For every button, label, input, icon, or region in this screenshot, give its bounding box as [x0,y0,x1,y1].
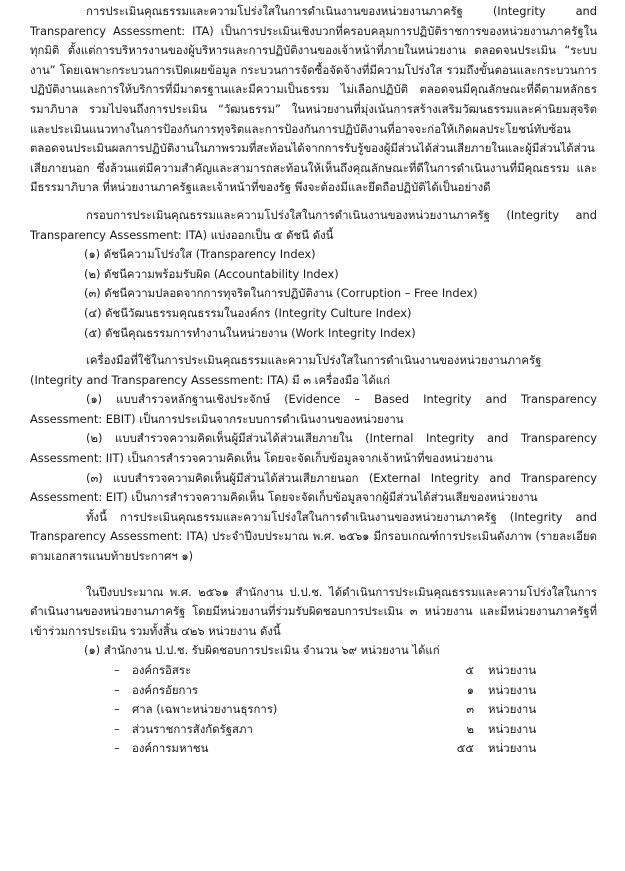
index-item: (๑) ดัชนีความโปร่งใส (Transparency Index) [84,247,316,262]
framework-intro: กรอบการประเมินคุณธรรมและความโปร่งใสในการดำเนินงานของหน่วยงานภาครัฐ (Integrity and Transparency Assessment: ITA) แบ่งออกเป็น ๕ ดัชนี ดังนี้ [30,207,597,242]
dash-bullet: – [114,721,120,736]
agency-count-list [30,661,597,759]
agency-unit: หน่วยงาน [488,702,537,717]
agency-type: องค์กรอัยการ [132,682,198,697]
agency-count-row [30,700,597,720]
dash-bullet: – [114,702,120,717]
agency-count-row [30,681,597,701]
tools-intro: เครื่องมือที่ใช้ในการประเมินคุณธรรมและความโปร่งใสในการดำเนินงานของหน่วยงานภาครัฐ (Integrity and Transparency Assessment: ITA) มี ๓ เครื่องมือ ได้แก่ [30,353,542,387]
index-list [30,245,597,343]
agency-count-row [30,661,597,681]
index-item: (๕) ดัชนีคุณธรรมการทำงานในหน่วยงาน (Work Integrity Index) [84,325,416,340]
agency-type: ศาล (เฉพาะหน่วยงานธุรการ) [132,702,278,717]
agency-count: ๒ [466,721,474,736]
agency-count-row [30,720,597,740]
agency-count: ๑ [466,682,474,697]
tool-item: (๑) แบบสำรวจหลักฐานเชิงประจักษ์ (Evidence – Based Integrity and Transparency Assessment: EBIT) เป็นการประเมินจากระบบการดำเนินงานของหน่วยงาน [30,392,597,426]
agency-count-row [30,739,597,759]
agency-type: องค์กรอิสระ [132,663,192,677]
agency-type: ส่วนราชการสังกัดรัฐสภา [132,721,253,736]
dash-bullet: – [114,682,120,697]
agency-type: องค์การมหาชน [132,741,209,756]
summary-paragraph: ทั้งนี้ การประเมินคุณธรรมและความโปร่งใสในการดำเนินงานของหน่วยงานภาครัฐ (Integrity and Transparency Assessment: ITA) ประจำปีงบประมาณ พ.ศ. ๒๕๖๑ มีกรอบเกณฑ์การประเมินดังภาพ (รายละเอียดตามเอกสารแนบท้ายประกาศฯ ๑) [30,509,597,564]
agency-unit: หน่วยงาน [488,721,537,736]
nacc-heading: (๑) สำนักงาน ป.ป.ช. รับผิดชอบการประเมิน จำนวน ๖๙ หน่วยงาน ได้แก่ [84,643,440,658]
agency-count: ๕๕ [456,741,474,756]
index-item: (๓) ดัชนีความปลอดจากการทุจริตในการปฏิบัติงาน (Corruption – Free Index) [84,286,478,301]
fiscal-paragraph: ในปีงบประมาณ พ.ศ. ๒๕๖๑ สำนักงาน ป.ป.ช. ได้ดำเนินการประเมินคุณธรรมและความโปร่งใสในการดำเนินงานของหน่วยงานภาครัฐ โดยมีหน่วยงานที่ร่วมรับผิดชอบการประเมิน ๓ หน่วยงาน และมีหน่วยงานภาครัฐที่เข้าร่วมการประเมิน รวมทั้งสิ้น ๔๒๖ หน่วยงาน ดังนี้ [30,584,597,638]
agency-unit: หน่วยงาน [488,741,537,756]
agency-unit: หน่วยงาน [488,663,537,677]
intro-paragraph: การประเมินคุณธรรมและความโปร่งใสในการดำเนินงานของหน่วยงานภาครัฐ (Integrity and Transparency Assessment: ITA) เป็นการประเมินเชิงบวกที่ครอบคลุมการปฏิบัติราชการของหน่วยงานภาครัฐในทุกมิติ ตั้งแต่การบริหารงานของผู้บริหารและการปฏิบัติงานของเจ้าหน้าที่ภายในหน่วยงาน ตลอดจนประเมิน “ระบบงาน” โดยเฉพาะกระบวนการเปิดเผยข้อมูล กระบวนการจัดซื้อจัดจ้างที่มีความโปร่งใส รวมถึงขั้นตอนและกระบวนการปฏิบัติงานและการให้บริการที่มีมาตรฐานและมีความเป็นธรรม ไม่เลือกปฏิบัติ ตลอดจนมีคุณลักษณะที่ดีตามหลักธรรมาภิบาล รวมไปจนถึงการประเมิน “วัฒนธรรม” ในหน่วยงานที่มุ่งเน้นการสร้างเสริมวัฒนธรรมและค่านิยมสุจริต และประเมินแนวทางในการป้องกันการทุจริตและการป้องกันการปฏิบัติงานที่อาจจะก่อให้เกิดผลประโยชน์ทับซ้อน ตลอดจนประเมินผลการปฏิบัติงานในภาพรวมที่สะท้อนได้จากการรับรู้ของผู้มีส่วนได้ส่วนเสียภายในและผู้มีส่วนได้ส่วนเสียภายนอก ซึ่งล้วนแต่มีความสำคัญและสามารถสะท้อนให้เห็นถึงคุณลักษณะที่ดีในการดำเนินงานที่มีคุณธรรม และมีธรรมาภิบาล ที่หน่วยงานภาครัฐและเจ้าหน้าที่ของรัฐ พึงจะต้องมีและยึดถือปฏิบัติได้เป็นอย่างดี [30,4,597,195]
agency-unit: หน่วยงาน [488,682,537,697]
index-item: (๔) ดัชนีวัฒนธรรมคุณธรรมในองค์กร (Integrity Culture Index) [84,305,412,320]
agency-count: ๓ [466,702,474,717]
dash-bullet: – [114,741,120,756]
index-item: (๒) ดัชนีความพร้อมรับผิด (Accountability Index) [84,266,339,281]
tool-item: (๒) แบบสำรวจความคิดเห็นผู้มีส่วนได้ส่วนเสียภายใน (Internal Integrity and Transparency Assessment: IIT) เป็นการสำรวจความคิดเห็น โดยจะจัดเก็บข้อมูลจากเจ้าหน้าที่ของหน่วยงาน [30,431,597,466]
tools-list [30,390,597,508]
tool-item: (๓) แบบสำรวจความคิดเห็นผู้มีส่วนได้ส่วนเสียภายนอก (External Integrity and Transparency Assessment: EIT) เป็นการสำรวจความคิดเห็น โดยจะจัดเก็บข้อมูลจากผู้มีส่วนได้ส่วนเสียของหน่วยงาน [30,470,597,505]
agency-count: ๕ [465,663,474,677]
dash-bullet: – [114,663,120,677]
